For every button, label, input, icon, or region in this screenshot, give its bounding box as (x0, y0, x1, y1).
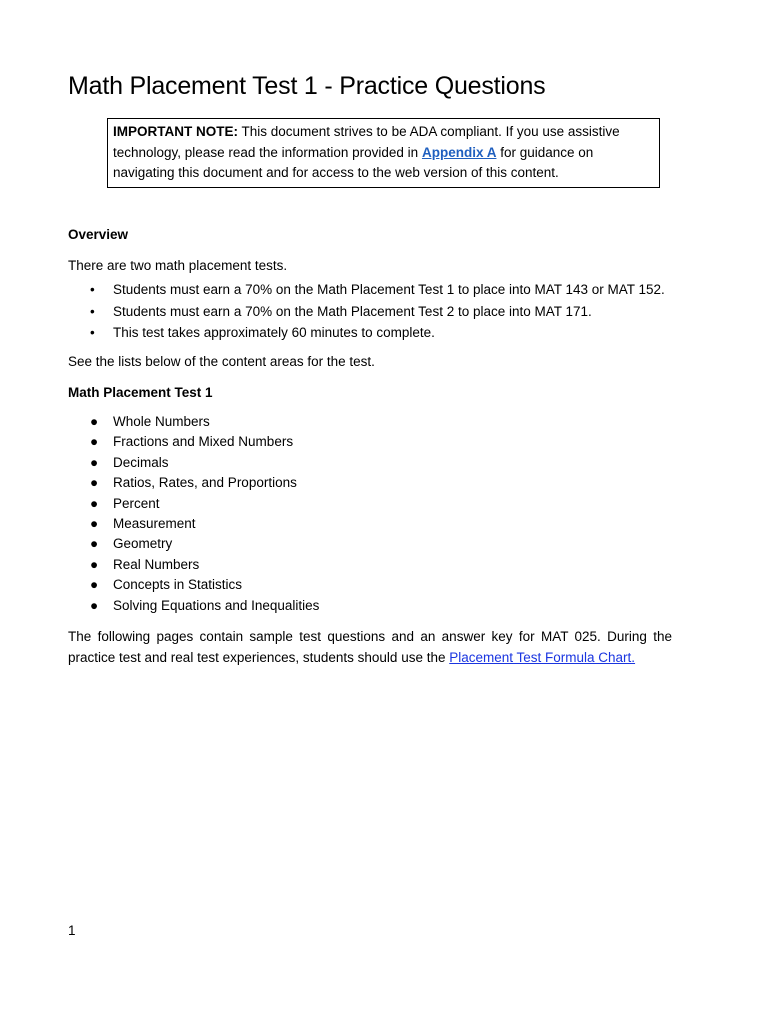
bullet-icon: • (90, 325, 95, 340)
bullet-icon: ● (90, 495, 99, 511)
list-item: • Students must earn a 70% on the Math Placement Test 1 to place into MAT 143 or MAT 152. (68, 279, 665, 301)
content-areas-intro: See the lists below of the content areas for the test. (68, 354, 375, 369)
bullet-icon: ● (90, 454, 99, 470)
list-item: ● Measurement (68, 514, 319, 534)
bullet-icon: • (90, 282, 95, 297)
list-item: ● Solving Equations and Inequalities (68, 596, 319, 616)
bullet-icon: ● (90, 556, 99, 572)
closing-paragraph (68, 626, 672, 668)
test1-topic-list (68, 412, 319, 616)
important-note-label: IMPORTANT NOTE: (113, 124, 238, 139)
list-item: ● Real Numbers (68, 555, 319, 575)
overview-heading: Overview (68, 227, 129, 242)
overview-intro: There are two math placement tests. (68, 258, 288, 273)
bullet-icon: ● (90, 516, 99, 532)
bullet-icon: ● (90, 475, 99, 491)
list-item: ● Whole Numbers (68, 412, 319, 432)
important-note-box (107, 118, 660, 188)
list-item: • Students must earn a 70% on the Math Placement Test 2 to place into MAT 171. (68, 301, 665, 323)
bullet-icon: ● (90, 597, 99, 613)
list-item: ● Concepts in Statistics (68, 575, 319, 595)
list-item: • This test takes approximately 60 minutes to complete. (68, 322, 665, 344)
bullet-icon: ● (90, 536, 99, 552)
formula-chart-link[interactable]: Placement Test Formula Chart. (449, 650, 636, 665)
overview-bullet-list (68, 279, 665, 344)
list-item: ● Percent (68, 494, 319, 514)
document-title: Math Placement Test 1 - Practice Questions (68, 72, 546, 100)
bullet-icon: ● (90, 434, 99, 450)
important-note-text-before: This document strives to be ADA compliant. If you use assistive technology, please read the information provided in (113, 124, 620, 160)
bullet-icon: ● (90, 577, 99, 593)
bullet-icon: ● (90, 414, 99, 429)
appendix-a-link[interactable]: Appendix A (421, 144, 497, 160)
list-item: ● Ratios, Rates, and Proportions (68, 473, 319, 493)
important-note-text-after: for guidance on navigating this document and for access to the web version of this content. (113, 144, 594, 180)
list-item: ● Fractions and Mixed Numbers (68, 432, 319, 452)
list-item: ● Geometry (68, 534, 319, 554)
closing-text: The following pages contain sample test questions and an answer key for MAT 025. During the practice test and real test experiences, students should use the (68, 629, 672, 665)
bullet-icon: • (90, 303, 95, 319)
list-item: ● Decimals (68, 453, 319, 473)
page-number: 1 (68, 923, 76, 938)
test1-heading: Math Placement Test 1 (68, 385, 213, 400)
